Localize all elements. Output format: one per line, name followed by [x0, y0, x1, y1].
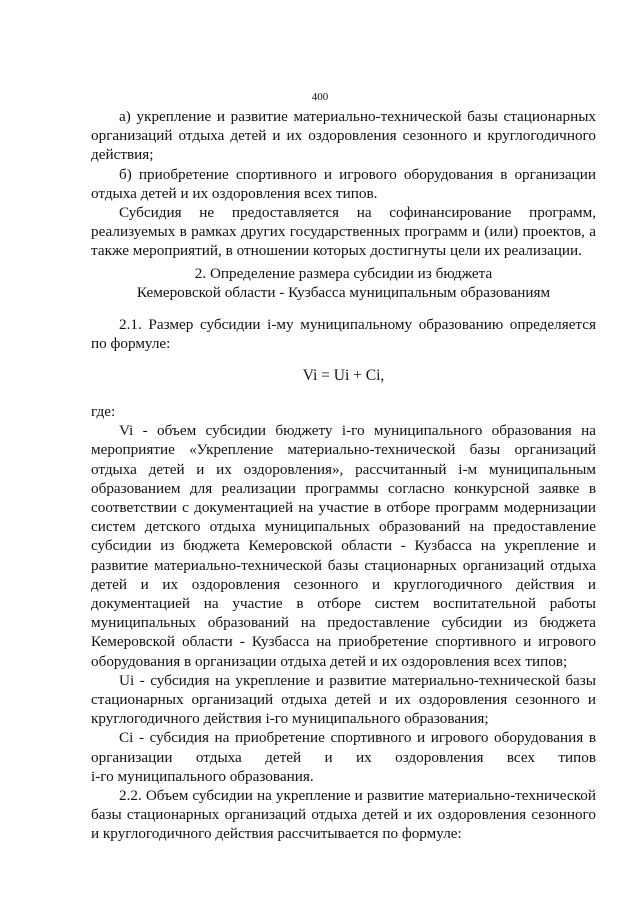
section-heading	[91, 264, 596, 302]
formula-block	[91, 366, 596, 385]
exclusion-paragraph: Субсидия не предоставляется на софинансирование программ, реализуемых в рамках других государственных программ и (или) проектов, а также мероприятий, в отношении которых достигнуты цели их реализации.	[91, 204, 596, 260]
definition-ci: Ci - субсидия на приобретение спортивного и игрового оборудования в организации отдыха детей и их оздоровления всех типов	[91, 729, 596, 766]
item-a-paragraph: а) укрепление и развитие материально-технической базы стационарных организаций отдыха детей и их оздоровления сезонного и круглогодичного действия;	[91, 108, 596, 164]
clause-2-2-paragraph: 2.2. Объем субсидии на укрепление и развитие материально-технической базы стационарных организаций отдыха детей и их оздоровления сезонного и круглогодичного действия рассчитывается по формуле:	[91, 787, 596, 843]
where-label: где:	[91, 403, 116, 420]
section-heading-line-1: 2. Определение размера субсидии из бюджета	[194, 265, 493, 282]
clause-2-1-paragraph: 2.1. Размер субсидии i-му муниципальному образованию определяется по формуле:	[91, 316, 596, 353]
definition-ui: Ui - субсидия на укрепление и развитие материально-технической базы стационарных организаций отдыха детей и их оздоровления сезонного и круглогодичного действия i-го муниципального образования;	[91, 671, 596, 728]
definition-vi: Vi - объем субсидии бюджету i-го муниципального образования на мероприятие «Укрепление материально-технической базы организаций отдыха детей и их оздоровления», рассчитанный i-м муниципальным образованием для реализации программы согласно конкурсной заявке в соответствии с документацией на участие в отборе программ модернизации систем детского отдыха муниципальных образований на предоставление субсидии из бюджета Кемеровской области - Кузбасса на укрепление и развитие материально-технической базы стационарных организаций отдыха детей и их оздоровления сезонного и круглогодичного действия и документацией на участие в отборе систем воспитательной работы муниципальных образований на предоставление субсидии из бюджета Кемеровской области - Кузбасса на приобретение спортивного и игрового оборудования в организации отдыха детей и их оздоровления всех типов;	[91, 422, 596, 670]
formula: Vi = Ui + Ci,	[302, 367, 385, 384]
definitions-block	[91, 402, 596, 844]
page-number: 400	[311, 91, 329, 103]
definition-ci-continuation: i-го муниципального образования.	[91, 767, 314, 785]
goals-list	[91, 107, 596, 261]
clause-2-1	[91, 315, 596, 353]
item-b-paragraph: б) приобретение спортивного и игрового оборудования в организации отдыха детей и их оздоровления всех типов.	[91, 165, 596, 202]
section-heading-line-2: Кемеровской области - Кузбасса муниципальным образованиям	[136, 284, 551, 302]
